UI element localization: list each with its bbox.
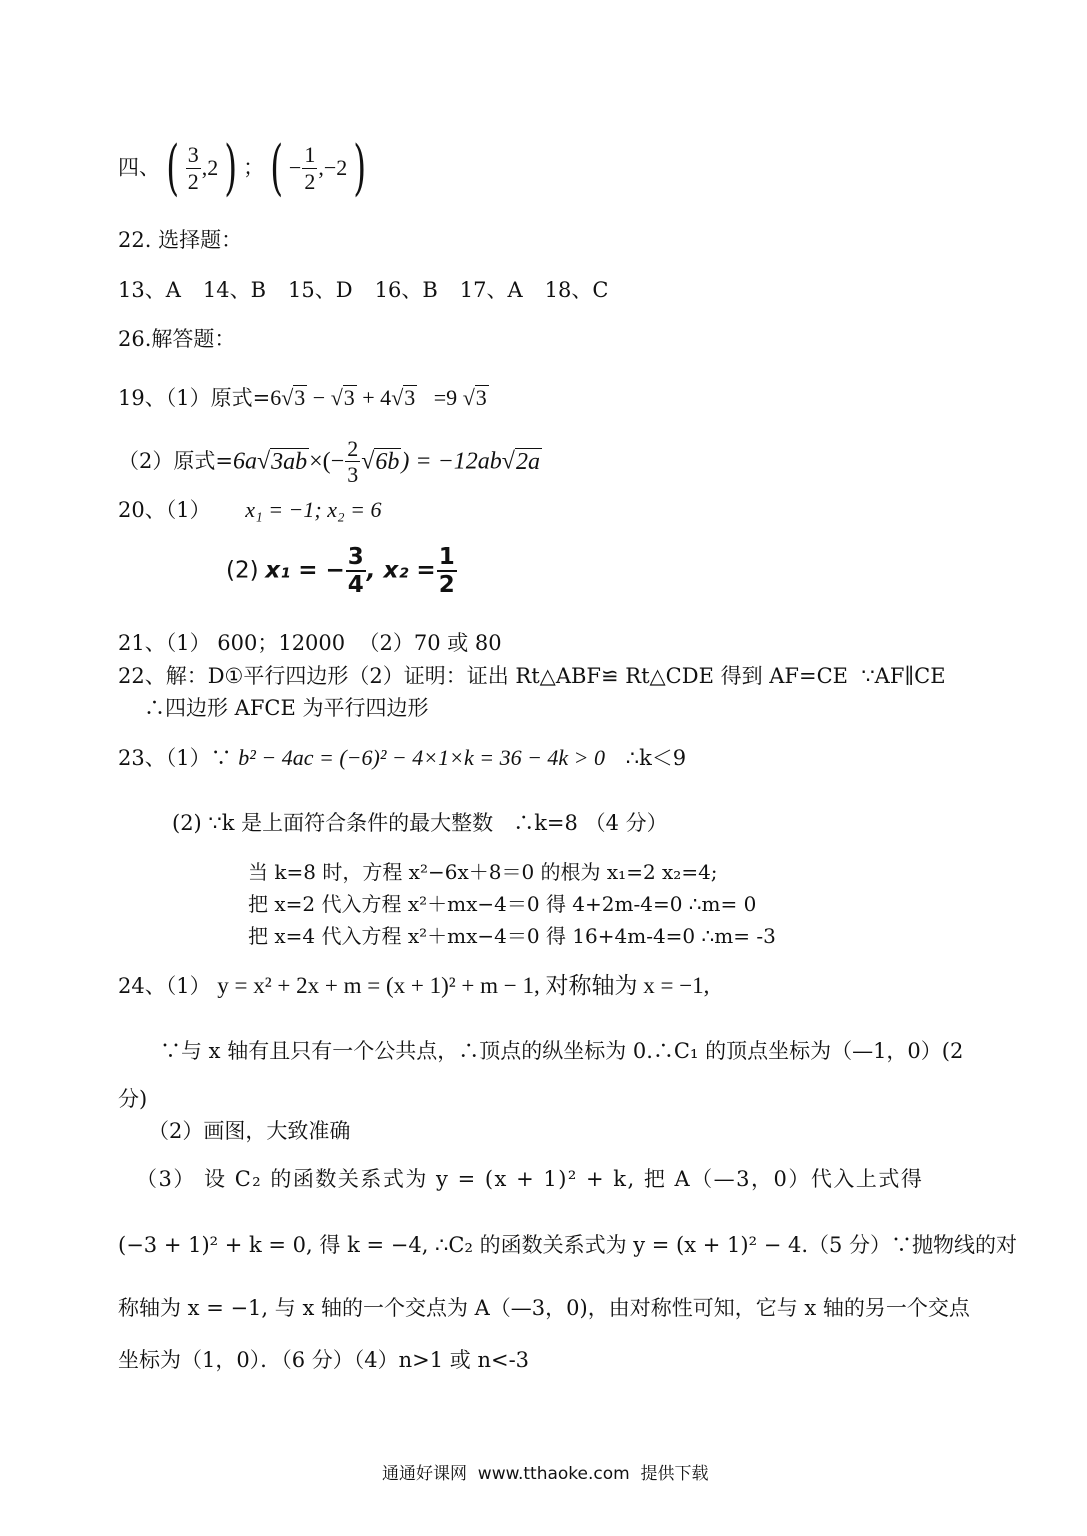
coefficient: 6a xyxy=(232,448,257,475)
conclusion: ∴k＜9 xyxy=(625,746,687,770)
result: ) = −12ab xyxy=(401,448,502,475)
equation: x₁ = −1; x₂ = 6 xyxy=(245,497,382,522)
operator: ×(− xyxy=(309,448,345,475)
choice-answer: 17、A xyxy=(459,278,523,302)
radicand: 3 xyxy=(475,385,487,410)
footer-source: 通通好课网 www.tthaoke.com 提供下载 xyxy=(382,1464,709,1484)
left-paren: ( xyxy=(270,133,283,203)
q19-part1 xyxy=(118,385,489,411)
section-4-line xyxy=(118,133,367,203)
q20-part2 xyxy=(226,544,458,599)
q19-part2-label: （2）原式= xyxy=(118,449,233,474)
sqrt-sign: √ xyxy=(281,385,294,410)
point-y: ,−2 xyxy=(318,154,348,180)
choice-answer: 16、B xyxy=(374,278,438,302)
q23-part2-line2: 把 x=2 代入方程 x²＋mx−4＝0 得 4+2m-4=0 ∴m= 0 xyxy=(248,892,757,916)
radicand: 3 xyxy=(343,385,355,410)
q20-part1-label: 20、（1） xyxy=(118,498,211,522)
q19-part2 xyxy=(118,436,542,488)
left-paren: ( xyxy=(165,133,179,203)
q24-part1-line2: ∵与 x 轴有且只有一个公共点，∴顶点的纵坐标为 0.∴C₁ 的顶点坐标为（—1，0）(2 xyxy=(160,1039,964,1063)
radicand: 3 xyxy=(294,385,306,410)
separator: ； xyxy=(243,155,265,180)
equation: x₁ = − xyxy=(265,557,345,584)
q20-part2-label: (2) xyxy=(226,557,259,584)
q24-part3-line1: （3） 设 C₂ 的函数关系式为 y = (x + 1)² + k, 把 A（—3，0）代入上式得 xyxy=(136,1167,924,1191)
section-26-title: 26.解答题： xyxy=(118,327,236,351)
sqrt-sign: √ xyxy=(462,385,475,410)
q23-part2-line1: 当 k=8 时，方程 x²−6x＋8＝0 的根为 x₁=2 x₂=4; xyxy=(248,860,718,884)
sqrt-sign: √ xyxy=(501,448,515,475)
fraction: $\frac{2}{3}$ xyxy=(347,436,359,488)
q23-part1 xyxy=(118,745,686,771)
equation: , x₂ = xyxy=(366,557,436,584)
sqrt-sign: √ xyxy=(256,448,271,475)
coefficient: 6 xyxy=(270,385,282,410)
sqrt-sign: √ xyxy=(330,385,343,410)
q24-part1-label: 24、（1） xyxy=(118,974,211,998)
right-paren: ) xyxy=(224,133,238,203)
fraction: $\frac{1}{2}$ xyxy=(438,544,455,599)
q24-part1-line3: 分) xyxy=(118,1087,148,1111)
choice-answers xyxy=(118,278,608,303)
q21-line: 21、（1） 600；12000 （2）70 或 80 xyxy=(118,631,502,655)
q22-line2: ∴四边形 AFCE 为平行四边形 xyxy=(144,696,429,720)
radicand: 2a xyxy=(515,449,540,476)
section-4-label: 四、 xyxy=(118,155,160,180)
q24-part3-line3: 称轴为 x = −1, 与 x 轴的一个交点为 A（—3，0)，由对称性可知，它与 x 轴的另一个交点 xyxy=(118,1296,970,1320)
q20-part1 xyxy=(118,497,381,523)
q24-part3-line2: (−3 + 1)² + k = 0, 得 k = −4, ∴C₂ 的函数关系式为 y = (x + 1)² − 4.（5 分）∵抛物线的对 xyxy=(118,1233,1018,1257)
operator: + 4 xyxy=(356,385,392,410)
sqrt-sign: √ xyxy=(391,385,404,410)
equation: b² − 4ac = (−6)² − 4×1×k = 36 − 4k > 0 xyxy=(238,745,606,770)
right-paren: ) xyxy=(353,133,367,203)
operator: − xyxy=(307,385,331,410)
q24-part2: （2）画图，大致准确 xyxy=(148,1119,351,1143)
radicand: 3 xyxy=(404,385,416,410)
q24-part3-line4: 坐标为（1，0）．（6 分）（4）n>1 或 n<-3 xyxy=(118,1348,530,1372)
result: =9 xyxy=(417,385,463,410)
radicand: 6b xyxy=(375,449,400,476)
equation: y = x² + 2x + m = (x + 1)² + m − 1, 对称轴为 x = −1, xyxy=(217,973,710,998)
q22-line1: 22、解：D①平行四边形（2）证明：证出 Rt△ABF≌ Rt△CDE 得到 AF=CE ∵AF∥CE xyxy=(118,664,946,688)
choice-answer: 13、A xyxy=(118,278,181,302)
q19-part1-label: 19、（1）原式= xyxy=(118,386,271,410)
q23-part2: (2) ∵k 是上面符合条件的最大整数 ∴k=8 （4 分） xyxy=(172,811,668,835)
minus-sign: − xyxy=(288,154,302,180)
radicand: 3ab xyxy=(271,449,308,476)
fraction: $\frac{3}{2}$ xyxy=(187,142,199,194)
q23-part1-label: 23、（1）∵ xyxy=(118,746,232,770)
q24-part1 xyxy=(118,972,709,1000)
sqrt-sign: √ xyxy=(361,448,375,475)
fraction: $\frac{3}{4}$ xyxy=(347,544,364,599)
choice-answer: 18、C xyxy=(544,278,609,302)
fraction: $\frac{1}{2}$ xyxy=(304,142,316,194)
section-22-title: 22. 选择题： xyxy=(118,228,243,252)
choice-answer: 14、B xyxy=(202,278,267,302)
point-y: ,2 xyxy=(201,154,219,180)
q23-part2-line3: 把 x=4 代入方程 x²＋mx−4＝0 得 16+4m-4=0 ∴m= -3 xyxy=(248,924,776,948)
choice-answer: 15、D xyxy=(288,278,353,302)
